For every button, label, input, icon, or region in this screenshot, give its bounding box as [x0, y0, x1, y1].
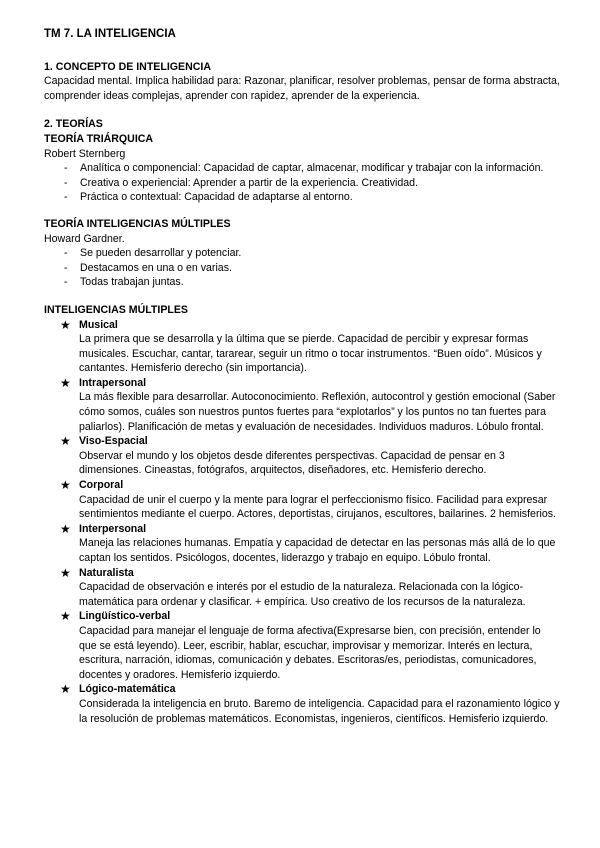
star-icon: ★ — [60, 521, 71, 536]
intelligence-item — [60, 318, 560, 376]
intelligence-description: La más flexible para desarrollar. Autoconocimiento. Reflexión, autocontrol y gestión emocional (Saber cómo somos, cuáles son nuestros puntos fuertes para “explotarlos” y los puntos no tan fuertes para paliarlos). Planificación de metas y evaluación de necesidades. Individuos maduros. Lóbulo frontal. — [79, 391, 556, 433]
intelligence-name: Viso-Espacial — [79, 435, 148, 448]
subheading-inteligencias: INTELIGENCIAS MÚLTIPLES — [44, 303, 188, 316]
intelligence-description: Maneja las relaciones humanas. Empatía y capacidad de detectar en las personas más allá de lo que captan los sentidos. Psicólogos, docentes, liderazgo y trabajo en equipo. Lóbulo frontal. — [79, 537, 556, 564]
subheading-multiples: TEORÍA INTELIGENCIAS MÚLTIPLES — [44, 217, 231, 230]
star-icon: ★ — [60, 565, 71, 580]
star-icon: ★ — [60, 478, 71, 493]
author-gardner: Howard Gardner. — [44, 232, 125, 245]
intelligence-item — [60, 376, 560, 434]
star-icon: ★ — [60, 375, 71, 390]
intelligence-description: Capacidad de observación e interés por el estudio de la naturaleza. Relacionada con la lógico-matemática para ordenar y clasificar. + empírica. Uso creativo de los recursos de la naturaleza. — [79, 581, 526, 608]
intelligence-description: Observar el mundo y los objetos desde diferentes perspectivas. Capacidad de pensar en 3 dimensiones. Cineastas, fotógrafos, arquitectos, diseñadores, etc. Hemisferio derecho. — [79, 449, 505, 477]
list-item: - Destacamos en una o en varias. — [64, 261, 560, 276]
list-item: - Práctica o contextual: Capacidad de adaptarse al entorno. — [64, 190, 560, 205]
intelligence-name: Lógico-matemática — [79, 683, 176, 696]
page-title: TM 7. LA INTELIGENCIA — [44, 28, 176, 40]
section-inteligencias — [44, 303, 560, 726]
list-item: - Todas trabajan juntas. — [64, 275, 560, 290]
section-concepto — [44, 60, 560, 104]
intelligence-item — [60, 522, 560, 566]
section-heading-concepto: 1. CONCEPTO DE INTELIGENCIA — [44, 60, 211, 73]
intelligence-name: Intrapersonal — [79, 376, 147, 389]
intelligence-item — [60, 682, 560, 726]
intelligence-description: Considerada la inteligencia en bruto. Baremo de inteligencia. Capacidad para el razonamiento lógico y la resolución de problemas matemáticos. Economistas, ingenieros, científicos. Hemisferio izquierdo. — [79, 697, 560, 725]
triarquica-list — [44, 161, 560, 205]
inteligencias-list — [44, 318, 560, 727]
intelligence-description: Capacidad para manejar el lenguaje de forma afectiva(Expresarse bien, con precisión, entender lo que se está leyendo). Leer, escribir, hablar, escuchar, improvisar y memorizar. Interés en lectura, escritura, narración, idiomas, comunicación y debates. Escritoras/es, periodistas, comunicadores, docentes y oradores. Hemisferio izquierdo. — [79, 624, 541, 681]
intelligence-name: Naturalista — [79, 566, 134, 579]
star-icon: ★ — [60, 609, 71, 624]
intelligence-item — [60, 566, 560, 610]
multiples-list — [44, 246, 560, 290]
star-icon: ★ — [60, 434, 71, 449]
intelligence-name: Corporal — [79, 479, 124, 492]
intelligence-name: Interpersonal — [79, 522, 147, 535]
intelligence-item — [60, 609, 560, 682]
star-icon: ★ — [60, 682, 71, 697]
section-multiples-teoria — [44, 217, 560, 290]
intelligence-name: Musical — [79, 318, 118, 331]
section-heading-teorias: 2. TEORÍAS — [44, 118, 103, 131]
intelligence-name: Lingüístico-verbal — [79, 610, 171, 623]
author-sternberg: Robert Sternberg — [44, 147, 126, 160]
list-item: - Se pueden desarrollar y potenciar. — [64, 246, 560, 261]
intelligence-description: La primera que se desarrolla y la última que se pierde. Capacidad de percibir y expresar formas musicales. Escuchar, cantar, tararear, seguir un ritmo o tocar instrumentos. “Buen oído”. Músicos y cantantes. Hemisferio derecho (sin importancia). — [79, 333, 542, 375]
star-icon: ★ — [60, 317, 71, 332]
concepto-text: Capacidad mental. Implica habilidad para: Razonar, planificar, resolver problemas, pensar de forma abstracta, comprender ideas complejas, aprender con rapidez, aprender de la experiencia. — [44, 75, 560, 102]
list-item: - Analítica o componencial: Capacidad de captar, almacenar, modificar y trabajar con la información. — [64, 161, 560, 176]
intelligence-item — [60, 434, 560, 478]
intelligence-item — [60, 478, 560, 522]
intelligence-description: Capacidad de unir el cuerpo y la mente para lograr el perfeccionismo físico. Facilidad para expresar sentimientos mediante el cuerpo. Actores, deportistas, cirujanos, escultores, bailarines. 2 hemisferios. — [79, 493, 556, 521]
subheading-triarquica: TEORÍA TRIÁRQUICA — [44, 132, 154, 145]
list-item: - Creativa o experiencial: Aprender a partir de la experiencia. Creatividad. — [64, 176, 560, 191]
section-teorias — [44, 117, 560, 205]
